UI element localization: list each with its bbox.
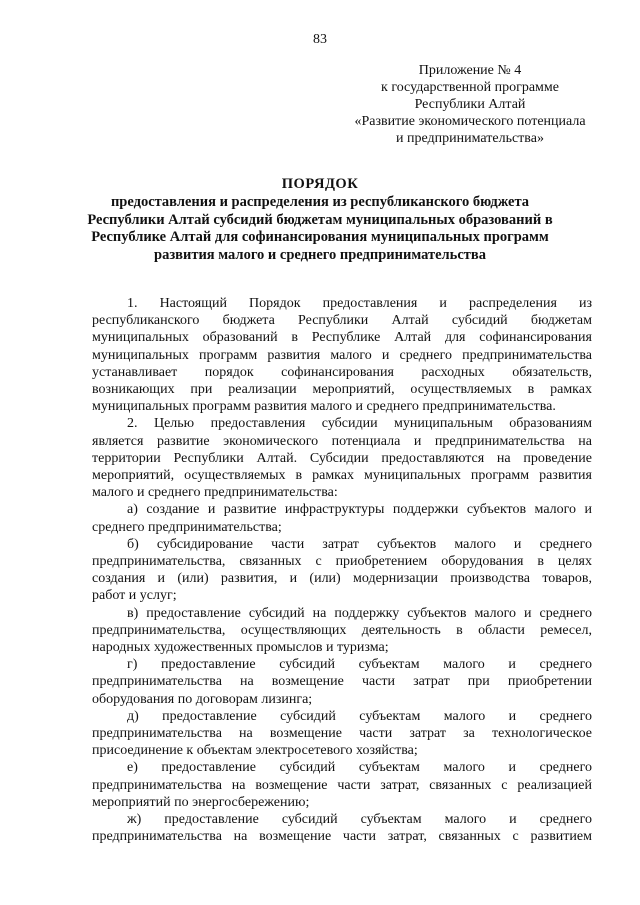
paragraph-line: муниципальных программ развития малого и среднего предпринимательства. xyxy=(92,399,556,415)
document-body xyxy=(92,295,592,846)
paragraph-line: 2. Целью предоставления субсидии муниципальным образованиям xyxy=(127,416,592,432)
paragraph xyxy=(92,295,592,415)
paragraph-line: предпринимательства, связанных с приобретением оборудования в целях xyxy=(92,554,592,570)
paragraph-line: является развитие экономического потенциала и предпринимательства на xyxy=(92,433,592,449)
subtitle-line: развития малого и среднего предпринимательства xyxy=(154,246,486,263)
appendix-line: Республики Алтай xyxy=(414,97,526,112)
paragraph-line: народных художественных промыслов и туризма; xyxy=(92,640,389,656)
paragraph xyxy=(92,708,592,760)
paragraph-line: территории Республики Алтай. Субсидии предоставляются на проведение xyxy=(92,450,592,466)
appendix-header xyxy=(335,62,605,147)
document-title: ПОРЯДОК xyxy=(281,176,359,192)
paragraph-line: работ и услуг; xyxy=(92,588,177,604)
paragraph-line: присоединение к объектам электросетевого хозяйства; xyxy=(92,743,418,759)
paragraph-line: среднего предпринимательства; xyxy=(92,519,282,535)
paragraph xyxy=(92,811,592,845)
subtitle-line: Республике Алтай для софинансирования муниципальных программ xyxy=(91,229,549,245)
appendix-line: Приложение № 4 xyxy=(418,63,522,78)
appendix-line: и предпринимательства» xyxy=(396,131,544,146)
paragraph xyxy=(92,656,592,708)
subtitle-line: предоставления и распределения из республиканского бюджета xyxy=(110,194,530,210)
appendix-line: к государственной программе xyxy=(381,80,559,95)
paragraph-line: возникающих при реализации мероприятий, осуществляемых в рамках xyxy=(92,382,592,398)
paragraph-line: г) предоставление субсидий субъектам малого и среднего xyxy=(127,657,592,673)
paragraph-line: создания и (или) развития, и (или) модернизации производства товаров, xyxy=(92,571,592,587)
paragraph-line: е) предоставление субсидий субъектам малого и среднего xyxy=(127,760,592,776)
paragraph xyxy=(92,415,592,501)
paragraph-line: мероприятий, осуществляемых в рамках муниципальных программ развития xyxy=(92,468,592,484)
paragraph xyxy=(92,759,592,811)
paragraph xyxy=(92,501,592,535)
paragraph-line: оборудования по договорам лизинга; xyxy=(92,691,313,707)
page-number: 83 xyxy=(313,32,327,47)
paragraph-line: предпринимательства на возмещение части затрат, связанных с реализацией xyxy=(92,777,592,793)
paragraph-line: д) предоставление субсидий субъектам малого и среднего xyxy=(127,708,592,724)
paragraph xyxy=(92,536,592,605)
paragraph-line: муниципальных программ развития малого и среднего предпринимательства xyxy=(92,347,592,363)
paragraph-line: предпринимательства на возмещение части затрат, связанных с развитием xyxy=(92,829,592,845)
paragraph-line: предпринимательства на возмещение части затрат при приобретении xyxy=(92,674,592,690)
paragraph-line: республиканского бюджета Республики Алтай субсидий бюджетам xyxy=(92,313,592,329)
subtitle-line: Республики Алтай субсидий бюджетам муниципальных образований в xyxy=(87,211,553,228)
paragraph-line: предпринимательства на возмещение части затрат за технологическое xyxy=(92,726,592,742)
paragraph-line: малого и среднего предпринимательства: xyxy=(92,485,338,501)
paragraph-line: а) создание и развитие инфраструктуры поддержки субъектов малого и xyxy=(127,502,592,518)
paragraph-line: ж) предоставление субсидий субъектам малого и среднего xyxy=(127,812,592,828)
document-subtitle xyxy=(70,194,570,264)
paragraph-line: б) субсидирование части затрат субъектов малого и среднего xyxy=(127,536,592,552)
paragraph-line: мероприятий по энергосбережению; xyxy=(92,794,310,810)
paragraph-line: 1. Настоящий Порядок предоставления и распределения из xyxy=(127,296,592,311)
appendix-line: «Развитие экономического потенциала xyxy=(354,114,586,129)
paragraph xyxy=(92,605,592,657)
paragraph-line: муниципальных образований в Республике Алтай для софинансирования xyxy=(92,330,592,346)
paragraph-line: предпринимательства, осуществляющих деятельность в области ремесел, xyxy=(92,622,592,638)
paragraph-line: в) предоставление субсидий на поддержку субъектов малого и среднего xyxy=(127,605,592,621)
paragraph-line: устанавливает порядок софинансирования расходных обязательств, xyxy=(92,364,592,380)
